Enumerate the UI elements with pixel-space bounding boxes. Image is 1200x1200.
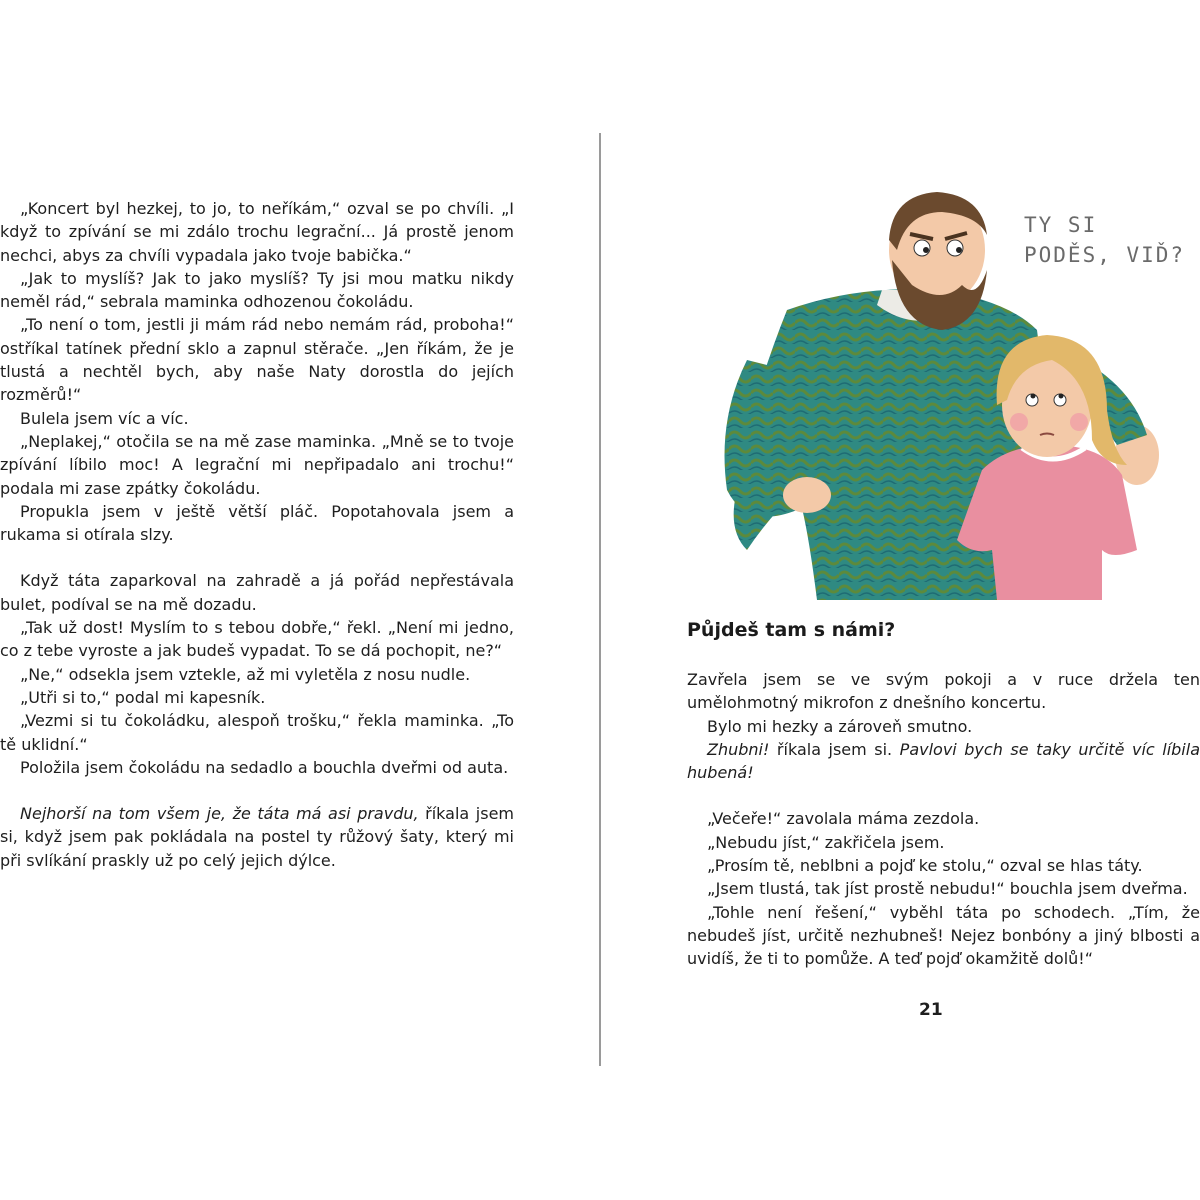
- paragraph: [0, 756, 514, 779]
- left-page: [0, 197, 514, 872]
- paragraph: [0, 313, 514, 406]
- text-span: Položila jsem čokoládu na sedadlo a bouchla dveřmi od auta.: [20, 757, 509, 777]
- paragraph: [687, 831, 1200, 854]
- paragraph: [687, 854, 1200, 877]
- paragraph: [0, 430, 514, 500]
- paragraph: [0, 616, 514, 663]
- paragraph: [687, 715, 1200, 738]
- paragraph: [0, 407, 514, 430]
- text-span: Propukla jsem v ještě větší pláč. Popotahovala jsem a rukama si otírala slzy.: [0, 501, 514, 545]
- text-span: „Ne,“ odsekla jsem vztekle, až mi vyletěla z nosu nudle.: [20, 664, 471, 684]
- left-page-text: [0, 197, 514, 872]
- paragraph: [0, 569, 514, 616]
- paragraph: [687, 901, 1200, 971]
- paragraph-gap: [0, 779, 514, 802]
- text-span: „Nebudu jíst,“ zakřičela jsem.: [707, 832, 945, 852]
- text-span: „To není o tom, jestli ji mám rád nebo nemám rád, proboha!“ ostříkal tatínek přední sklo a zapnul stěrače. „Jen říkám, že je tlustá a nechtěl bych, aby naše Naty dorostla do jejích rozměrů!“: [0, 315, 514, 405]
- text-span: „Vezmi si tu čokoládku, alespoň trošku,“ řekla maminka. „To tě uklidní.“: [0, 711, 514, 754]
- paragraph: [687, 807, 1200, 830]
- text-span: „Prosím tě, neblbni a pojď ke stolu,“ ozval se hlas táty.: [707, 856, 1143, 876]
- speech-text: [1024, 210, 1185, 270]
- father-pupil-right: [956, 247, 962, 253]
- paragraph: [0, 663, 514, 686]
- text-span: říkala jsem si.: [769, 739, 900, 759]
- paragraph: [687, 877, 1200, 900]
- paragraph: [687, 668, 1200, 715]
- text-span: Bulela jsem víc a víc.: [20, 408, 189, 428]
- girl-pupil-right: [1059, 394, 1064, 399]
- italic-text: Nejhorší na tom všem je, že táta má asi pravdu,: [20, 804, 419, 824]
- text-span: „Tak už dost! Myslím to s tebou dobře,“ řekl. „Není mi jedno, co z tebe vyroste a jak budeš vypadat. To se dá pochopit, ne?“: [0, 618, 514, 661]
- paragraph: [0, 197, 514, 267]
- text-span: „Večeře!“ zavolala máma zezdola.: [707, 809, 980, 829]
- page-gutter: [599, 133, 601, 1066]
- girl-pupil-left: [1031, 394, 1036, 399]
- text-span: „Jsem tlustá, tak jíst prostě nebudu!“ bouchla jsem dveřma.: [707, 879, 1188, 899]
- text-span: „Utři si to,“ podal mi kapesník.: [20, 687, 266, 707]
- text-span: Když táta zaparkoval na zahradě a já pořád nepřestávala bulet, podíval se na mě dozadu.: [0, 571, 514, 614]
- section-title: Půjdeš tam s námi?: [687, 619, 896, 641]
- italic-text: Pavlovi bych se taky určitě víc líbila hubená!: [687, 739, 1200, 783]
- paragraph-gap: [0, 546, 514, 569]
- paragraph: [0, 686, 514, 709]
- paragraph: [0, 802, 514, 872]
- text-span: „Koncert byl hezkej, to jo, to neříkám,“ ozval se po chvíli. „I když to zpívání se mi zdálo trochu legrační... Já prostě jenom nechci, abys za chvíli vypadala jako tvoje babička.“: [0, 199, 514, 265]
- text-span: „Tohle není řešení,“ vyběhl táta po schodech. „Tím, že nebudeš jíst, určitě nezhubneš! Nejez bonbóny a jiný blbosti a uvidíš, že ti to pomůže. A teď pojď okamžitě dolů!“: [687, 902, 1200, 969]
- girl-cheek-right: [1070, 413, 1088, 431]
- girl-cheek-left: [1010, 413, 1028, 431]
- speech-line-1: TY SI: [1024, 213, 1098, 237]
- text-span: Zavřela jsem se ve svým pokoji a v ruce držela ten umělohmotný mikrofon z dnešního koncertu.: [687, 670, 1200, 713]
- paragraph-gap: [687, 784, 1200, 807]
- paragraph: [0, 267, 514, 314]
- text-span: Bylo mi hezky a zároveň smutno.: [707, 716, 973, 736]
- text-span: říkala jsem si, když jsem pak pokládala na postel ty růžový šaty, který mi při svlíkání praskly už po celý jejich dýlce.: [0, 804, 514, 870]
- paragraph: [687, 738, 1200, 785]
- page-number: 21: [919, 1000, 943, 1020]
- text-span: „Neplakej,“ otočila se na mě zase maminka. „Mně se to tvoje zpívání líbilo moc! A legrační mi nepřipadalo ani trochu!“ podala mi zase zpátky čokoládu.: [0, 431, 514, 498]
- paragraph: [0, 500, 514, 547]
- right-page-text: [687, 668, 1200, 971]
- speech-line-2: PODĚS, VIĎ?: [1024, 243, 1186, 267]
- italic-text: Zhubni!: [707, 739, 770, 759]
- father-pupil-left: [923, 247, 929, 253]
- father-fist: [783, 477, 831, 513]
- paragraph: [0, 709, 514, 756]
- text-span: „Jak to myslíš? Jak to jako myslíš? Ty jsi mou matku nikdy neměl rád,“ sebrala maminka odhozenou čokoládu.: [0, 268, 514, 312]
